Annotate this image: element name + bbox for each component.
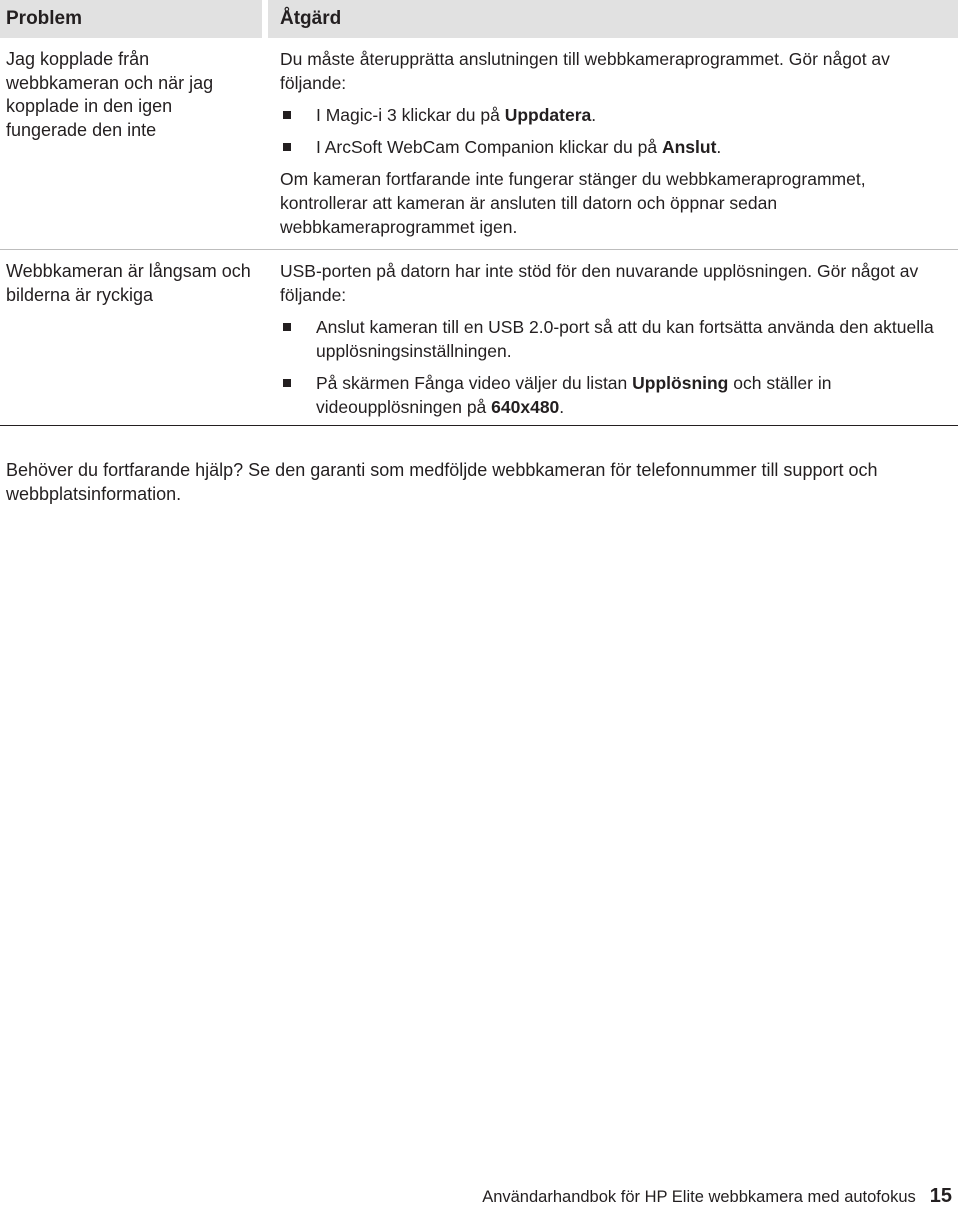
- action-intro: USB-porten på datorn har inte stöd för den nuvarande upplösningen. Gör något av följande:: [280, 261, 919, 305]
- list-item-text: Anslut kameran till en USB 2.0-port så att du kan fortsätta använda den aktuella upplösningsinställningen.: [316, 317, 934, 361]
- column-header-action: Åtgärd: [268, 0, 958, 38]
- square-bullet-icon: [283, 379, 291, 387]
- list-item: [280, 103, 952, 127]
- table-row: [0, 250, 958, 426]
- list-item-bold: Anslut: [661, 137, 717, 157]
- list-item-text: I Magic-i 3 klickar du på: [316, 105, 505, 125]
- square-bullet-icon: [283, 111, 291, 119]
- square-bullet-icon: [283, 323, 291, 331]
- list-item: [280, 135, 952, 159]
- troubleshooting-table: [0, 0, 958, 426]
- list-item-bold: Upplösning: [632, 373, 729, 393]
- list-item-bold-value: 640x480: [491, 397, 560, 417]
- action-list: [280, 315, 952, 419]
- page-number: 15: [929, 1185, 952, 1207]
- table-row: [0, 38, 958, 250]
- problem-cell: Jag kopplade från webbkameran och när jag kopplade in den igen fungerade den inte: [6, 49, 214, 140]
- list-item-text-end: .: [716, 137, 722, 157]
- list-item-text-end: .: [591, 105, 597, 125]
- action-outro: Om kameran fortfarande inte fungerar stänger du webbkameraprogrammet, kontrollerar att kameran är ansluten till datorn och öppnar sedan webbkameraprogrammet igen.: [280, 169, 866, 237]
- action-cell: [268, 38, 958, 249]
- help-text: Behöver du fortfarande hjälp? Se den garanti som medföljde webbkameran för telefonnummer till support och webbplatsinformation.: [6, 460, 878, 504]
- list-item-text: På skärmen Fånga video väljer du listan: [316, 373, 633, 393]
- action-intro: Du måste återupprätta anslutningen till webbkameraprogrammet. Gör något av följande:: [280, 49, 890, 93]
- page-footer: [482, 1185, 952, 1208]
- action-cell: [268, 250, 958, 425]
- action-list: [280, 103, 952, 159]
- footer-title: Användarhandbok för HP Elite webbkamera med autofokus: [482, 1188, 916, 1206]
- list-item-bold: Uppdatera: [504, 105, 592, 125]
- table-header-row: [0, 0, 958, 38]
- square-bullet-icon: [283, 143, 291, 151]
- column-header-problem: Problem: [0, 0, 262, 38]
- list-item-text: I ArcSoft WebCam Companion klickar du på: [316, 137, 662, 157]
- list-item-text-end: .: [559, 397, 565, 417]
- problem-cell: Webbkameran är långsam och bilderna är ryckiga: [6, 261, 251, 305]
- list-item: [280, 315, 952, 363]
- list-item: [280, 371, 952, 419]
- list-item-text-mid: och ställer in videoupplösningen på: [316, 373, 832, 417]
